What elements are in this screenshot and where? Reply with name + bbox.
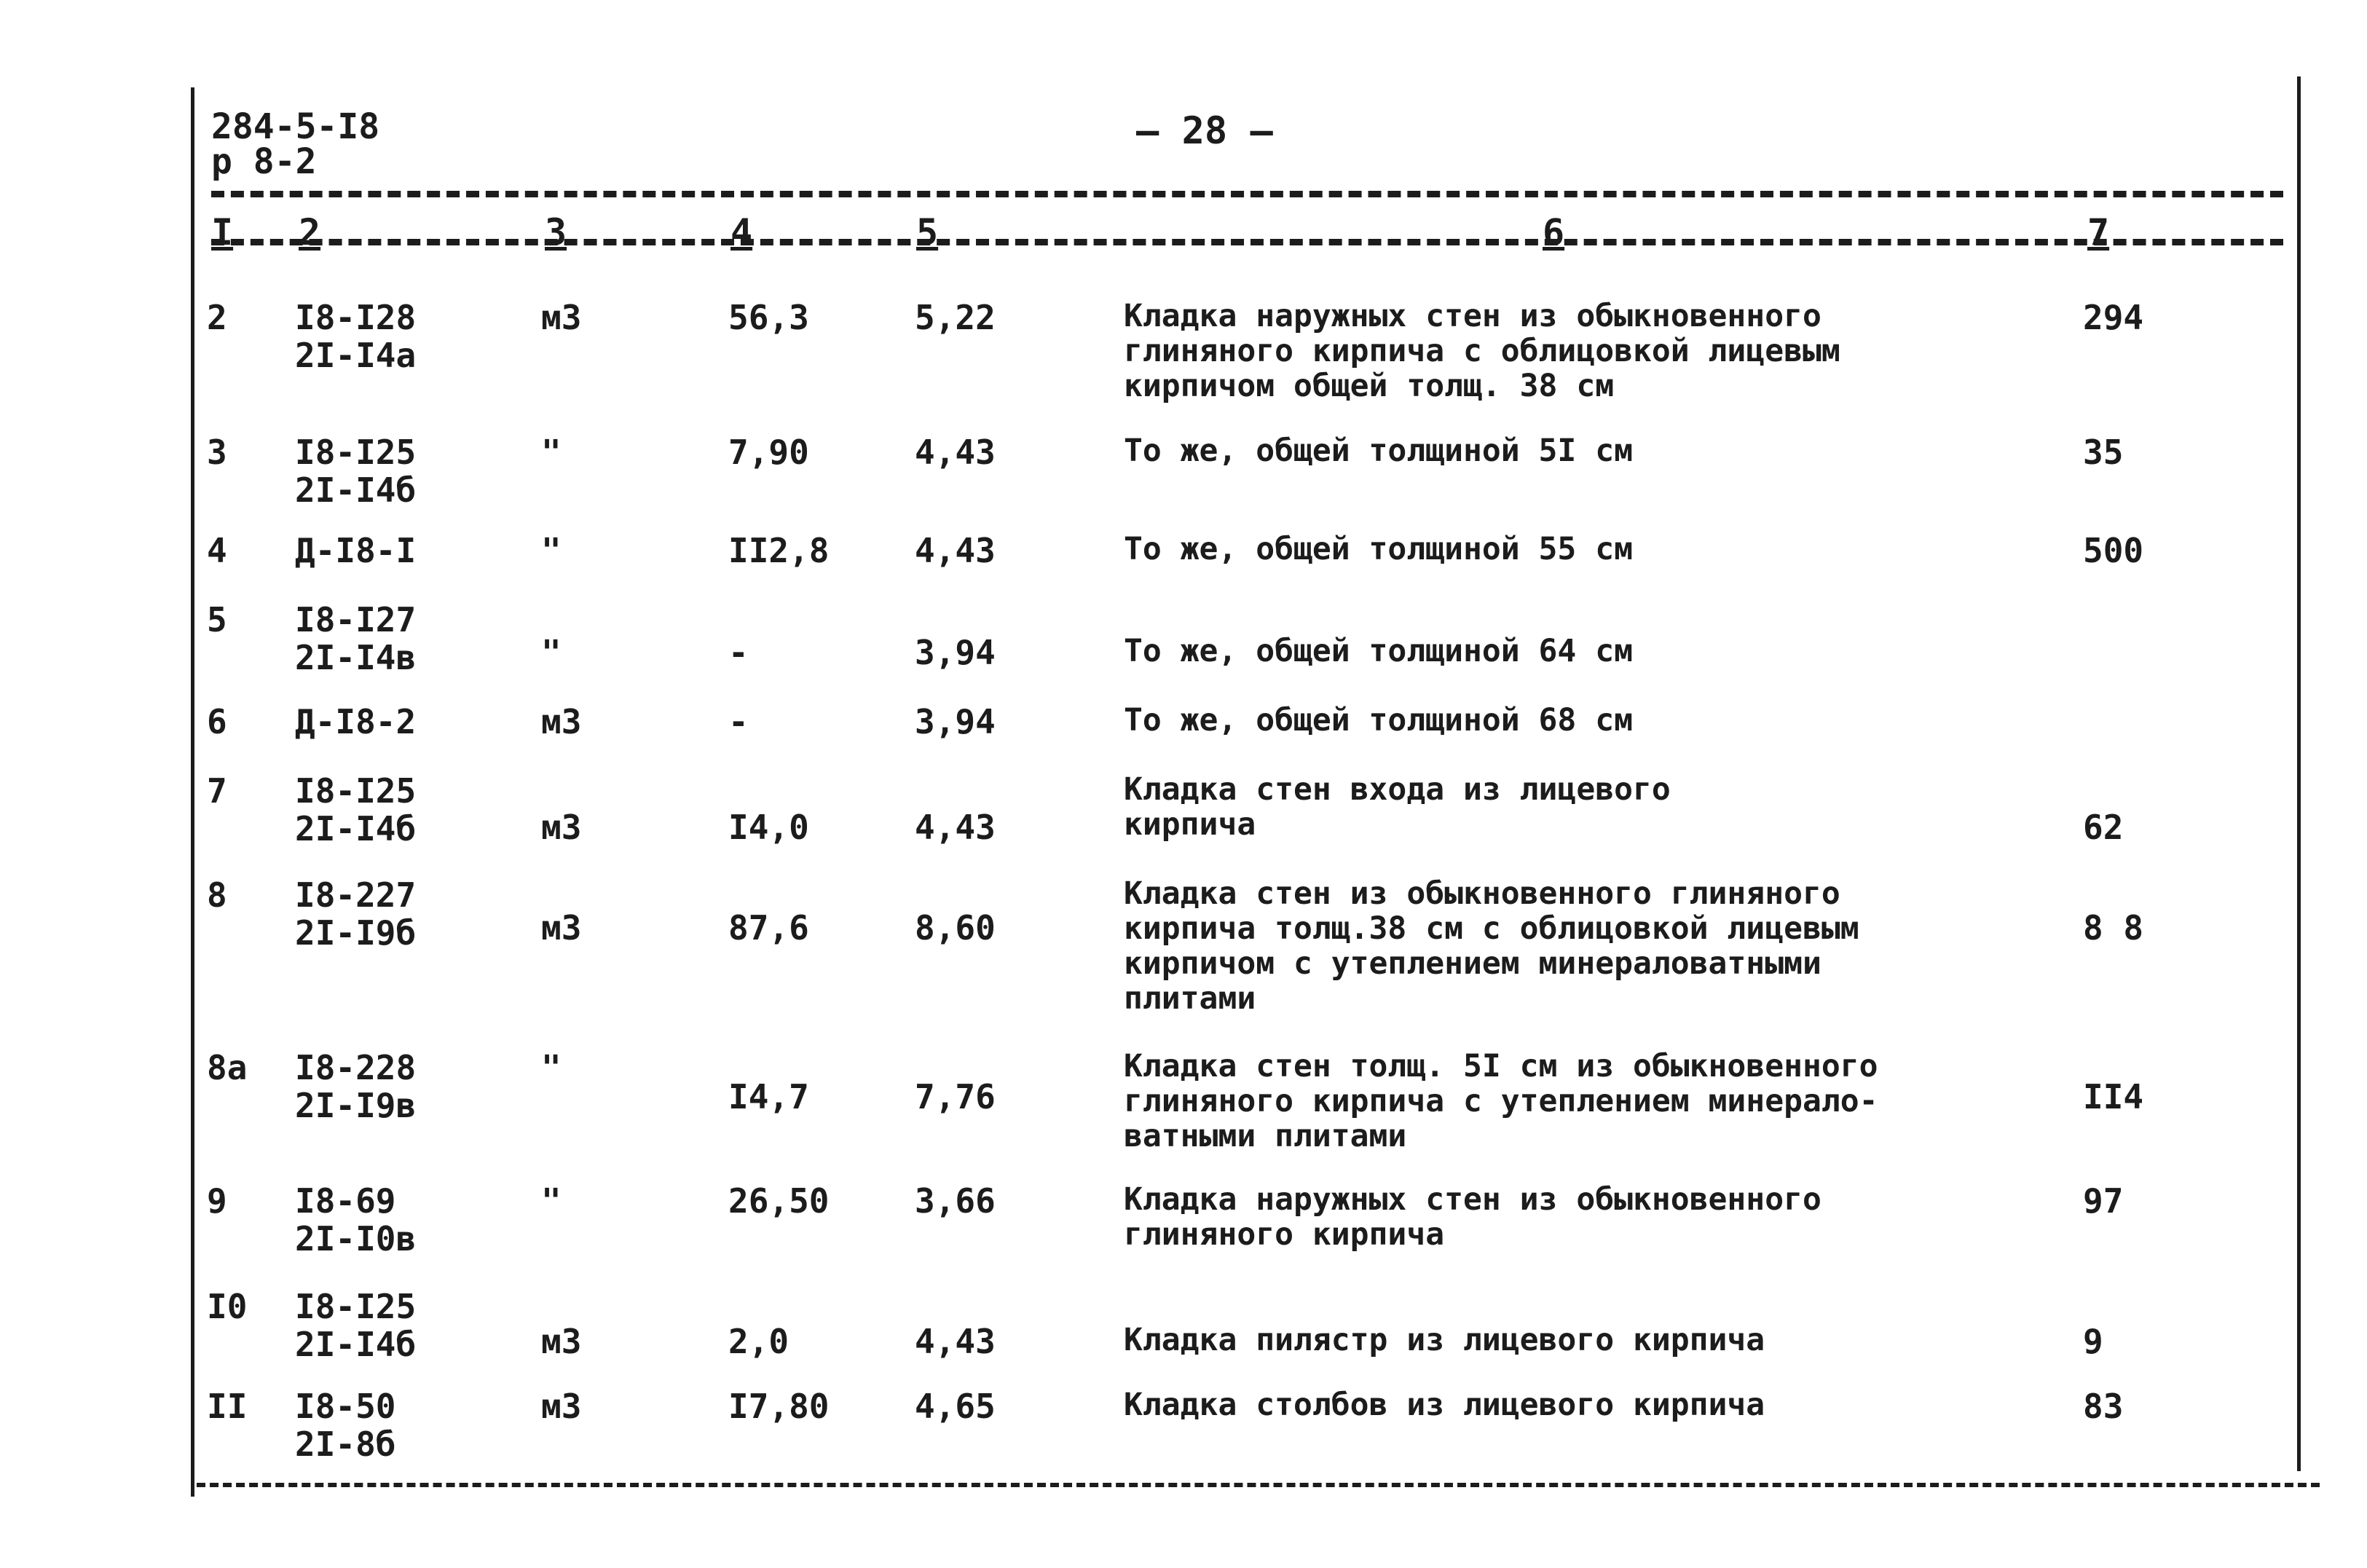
row-number: 3: [207, 433, 227, 472]
norm-code: I8-I25 2I-I4б: [295, 433, 417, 510]
norm-code: Д-I8-I: [295, 531, 417, 570]
total: 9: [2083, 1322, 2103, 1361]
unit-price: 4,43: [915, 808, 996, 847]
total: 83: [2083, 1387, 2124, 1426]
unit-price: 4,43: [915, 433, 996, 472]
work-description: То же, общей толщиной 55 см: [1124, 531, 1633, 567]
quantity: 56,3: [728, 298, 809, 337]
unit: м3: [541, 1322, 582, 1361]
work-description: То же, общей толщиной 64 см: [1124, 633, 1633, 669]
quantity: 7,90: [728, 433, 809, 472]
unit-price: 4,43: [915, 531, 996, 570]
norm-code: I8-I25 2I-I4б: [295, 1287, 417, 1364]
page-number: — 28 —: [1136, 109, 1273, 153]
unit-price: 7,76: [915, 1077, 996, 1116]
norm-code: I8-I27 2I-I4в: [295, 600, 417, 677]
work-description: Кладка стен из обыкновенного глиняного кирпича толщ.38 см с облицовкой лицевым кирпичом с утеплением минераловатными плитами: [1124, 875, 1859, 1017]
quantity: 87,6: [728, 908, 809, 948]
total: 62: [2083, 808, 2124, 847]
total: II4: [2083, 1077, 2144, 1116]
norm-code: I8-I25 2I-I4б: [295, 771, 417, 848]
quantity: -: [728, 633, 749, 672]
right-border-line: [2297, 76, 2301, 1471]
total: 97: [2083, 1181, 2124, 1221]
unit: м3: [541, 808, 582, 847]
work-description: Кладка пилястр из лицевого кирпича: [1124, 1322, 1765, 1358]
unit: ": [541, 1048, 562, 1087]
work-description: Кладка столбов из лицевого кирпича: [1124, 1387, 1765, 1423]
unit: ": [541, 633, 562, 672]
header-rule-top: [211, 191, 2283, 197]
column-header-6: 6: [1543, 211, 1565, 253]
column-header-7: 7: [2087, 211, 2110, 253]
norm-code: I8-I28 2I-I4а: [295, 298, 417, 375]
unit-price: 3,94: [915, 633, 996, 672]
document-code: [211, 106, 380, 182]
work-description: То же, общей толщиной 68 см: [1124, 702, 1633, 738]
unit-price: 4,43: [915, 1322, 996, 1361]
row-number: 7: [207, 771, 227, 811]
unit: ": [541, 433, 562, 472]
quantity: I7,80: [728, 1387, 830, 1426]
work-description: Кладка стен входа из лицевого кирпича: [1124, 771, 1671, 843]
work-description: То же, общей толщиной 5I см: [1124, 433, 1633, 469]
work-description: Кладка наружных стен из обыкновенного глиняного кирпича с облицовкой лицевым кирпичом общей толщ. 38 см: [1124, 298, 1840, 404]
left-border-line: [191, 87, 194, 1497]
unit: м3: [541, 702, 582, 741]
quantity: II2,8: [728, 531, 830, 570]
unit: м3: [541, 298, 582, 337]
unit-price: 3,94: [915, 702, 996, 741]
row-number: I0: [207, 1287, 248, 1326]
norm-code: I8-69 2I-I0в: [295, 1181, 417, 1258]
unit-price: 4,65: [915, 1387, 996, 1426]
table-bottom-rule: [197, 1483, 2320, 1487]
total: 35: [2083, 433, 2124, 472]
unit: м3: [541, 1387, 582, 1426]
column-header-4: 4: [730, 211, 753, 253]
quantity: -: [728, 702, 749, 741]
column-header-1: I: [211, 211, 234, 253]
unit-price: 8,60: [915, 908, 996, 948]
row-number: 9: [207, 1181, 227, 1221]
norm-code: I8-227 2I-I9б: [295, 875, 417, 953]
norm-code: Д-I8-2: [295, 702, 417, 741]
row-number: 4: [207, 531, 227, 570]
row-number: 6: [207, 702, 227, 741]
unit: м3: [541, 908, 582, 948]
document-code-line1: 284-5-I8: [211, 106, 380, 147]
quantity: I4,0: [728, 808, 809, 847]
document-code-line2: р 8-2: [211, 141, 317, 182]
column-header-2: 2: [299, 211, 321, 253]
total: 294: [2083, 298, 2144, 337]
header-rule-bottom: [211, 239, 2283, 245]
total: 8 8: [2083, 908, 2144, 948]
unit: ": [541, 531, 562, 570]
unit-price: 3,66: [915, 1181, 996, 1221]
row-number: II: [207, 1387, 248, 1426]
row-number: 5: [207, 600, 227, 639]
work-description: Кладка стен толщ. 5I см из обыкновенного глиняного кирпича с утеплением минерало- ватными плитами: [1124, 1048, 1878, 1154]
row-number: 2: [207, 298, 227, 337]
row-number: 8: [207, 875, 227, 915]
column-header-3: 3: [545, 211, 567, 253]
work-description: Кладка наружных стен из обыкновенного глиняного кирпича: [1124, 1181, 1821, 1253]
unit: ": [541, 1181, 562, 1221]
norm-code: I8-228 2I-I9в: [295, 1048, 417, 1125]
norm-code: I8-50 2I-8б: [295, 1387, 396, 1464]
quantity: 26,50: [728, 1181, 830, 1221]
row-number: 8а: [207, 1048, 248, 1087]
unit-price: 5,22: [915, 298, 996, 337]
total: 500: [2083, 531, 2144, 570]
quantity: 2,0: [728, 1322, 789, 1361]
column-header-5: 5: [916, 211, 939, 253]
quantity: I4,7: [728, 1077, 809, 1116]
